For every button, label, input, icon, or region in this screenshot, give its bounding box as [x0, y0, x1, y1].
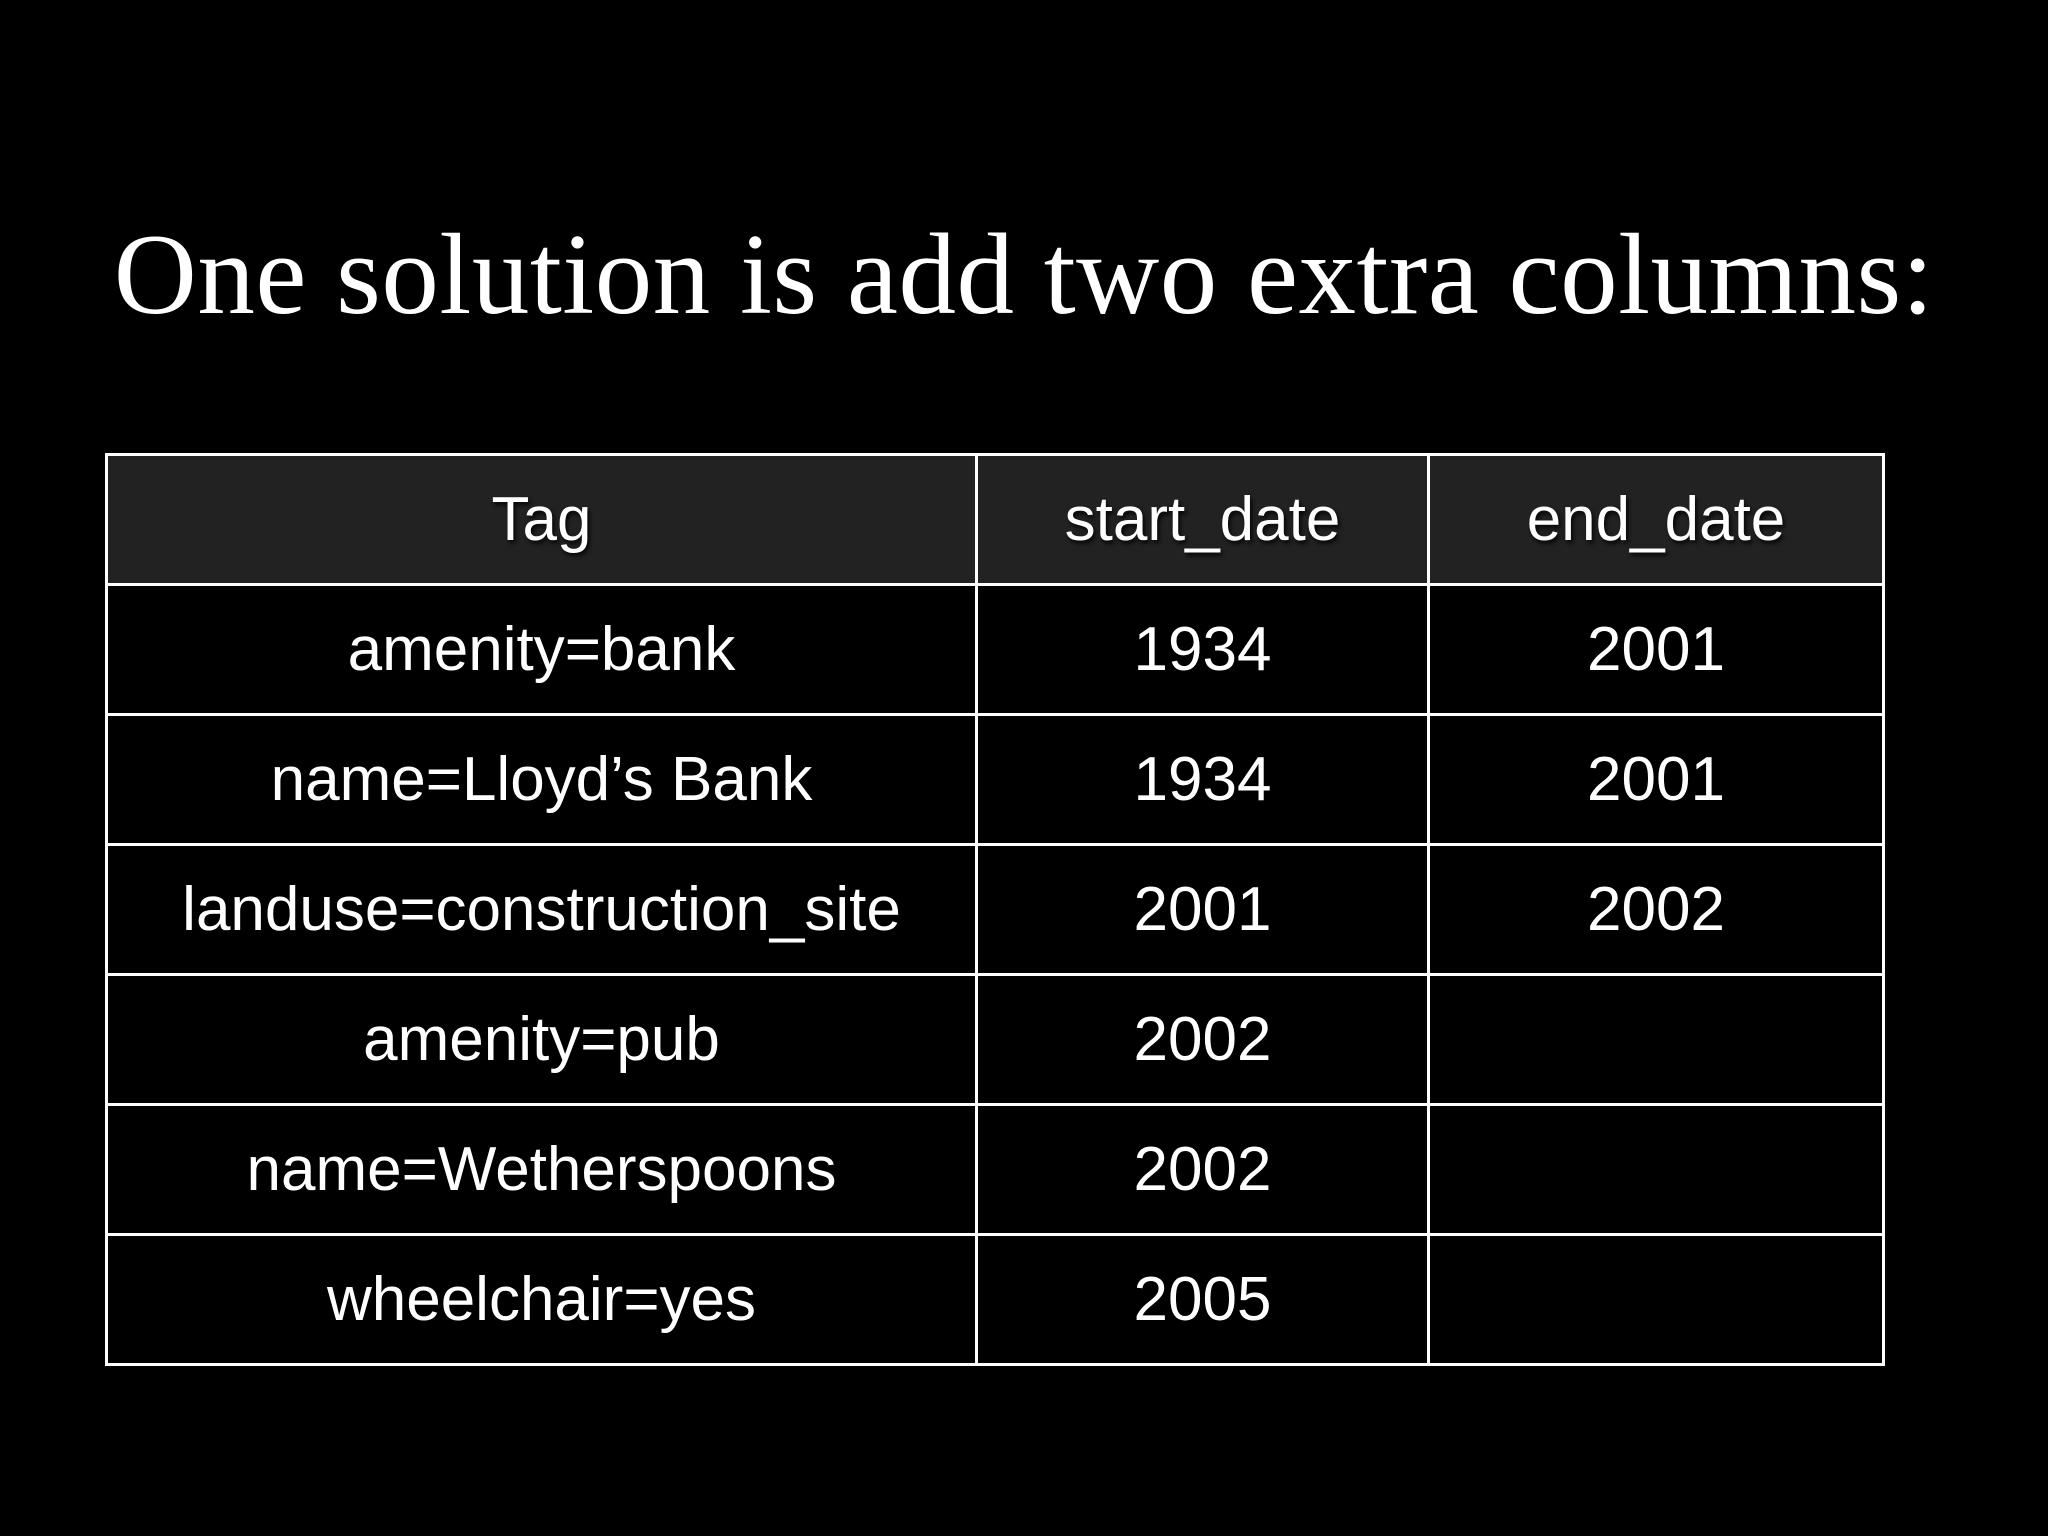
start-date-cell: 2001	[977, 845, 1429, 975]
end-date-cell	[1429, 975, 1884, 1105]
column-header-start-date: start_date	[977, 455, 1429, 585]
tag-cell: name=Lloyd’s Bank	[107, 715, 977, 845]
tag-cell: wheelchair=yes	[107, 1235, 977, 1365]
end-date-cell: 2001	[1429, 585, 1884, 715]
tag-date-table	[105, 453, 1885, 1366]
end-date-cell	[1429, 1105, 1884, 1235]
table-header-row	[107, 455, 1884, 585]
table-header	[107, 455, 1884, 585]
table-row	[107, 1235, 1884, 1365]
start-date-cell: 1934	[977, 715, 1429, 845]
table-body	[107, 585, 1884, 1365]
start-date-cell: 2002	[977, 1105, 1429, 1235]
start-date-cell: 1934	[977, 585, 1429, 715]
table-row	[107, 845, 1884, 975]
end-date-cell	[1429, 1235, 1884, 1365]
start-date-cell: 2002	[977, 975, 1429, 1105]
tag-cell: amenity=pub	[107, 975, 977, 1105]
tag-cell: landuse=construction_site	[107, 845, 977, 975]
tag-cell: name=Wetherspoons	[107, 1105, 977, 1235]
table-row	[107, 1105, 1884, 1235]
column-header-tag: Tag	[107, 455, 977, 585]
table-row	[107, 715, 1884, 845]
table-row	[107, 975, 1884, 1105]
start-date-cell: 2005	[977, 1235, 1429, 1365]
column-header-end-date: end_date	[1429, 455, 1884, 585]
slide-title: One solution is add two extra columns:	[113, 211, 1935, 338]
end-date-cell: 2001	[1429, 715, 1884, 845]
end-date-cell: 2002	[1429, 845, 1884, 975]
tag-cell: amenity=bank	[107, 585, 977, 715]
table-row	[107, 585, 1884, 715]
